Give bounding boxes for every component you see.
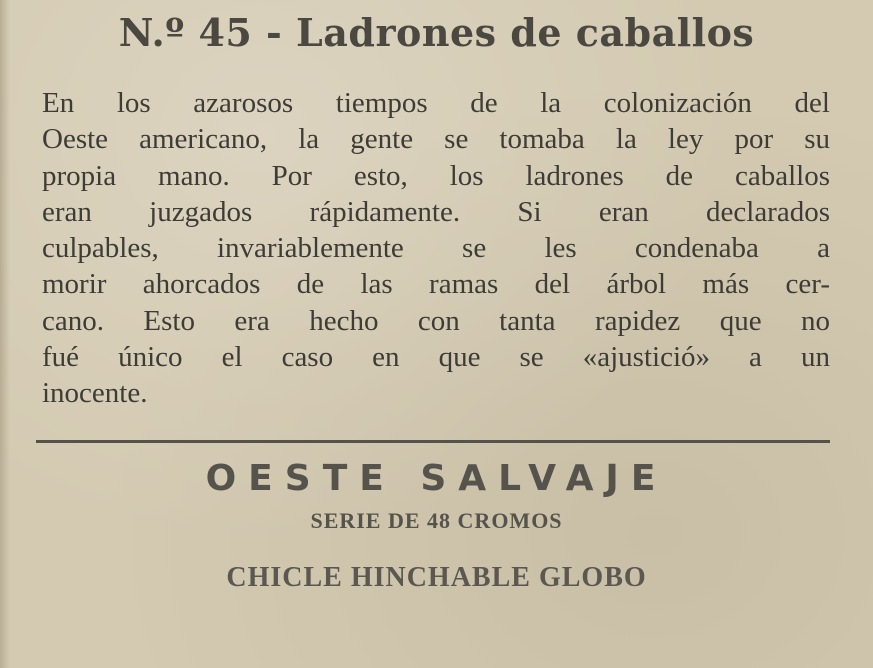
- description-line: propia mano. Por esto, los ladrones de caballos: [42, 159, 830, 192]
- card-title: N.º 45 - Ladrones de caballos: [118, 10, 755, 55]
- description-line: fué único el caso en que se «ajustició» a un: [42, 341, 830, 374]
- series-title: OESTE SALVAJE: [205, 458, 668, 499]
- series-subtitle: SERIE DE 48 CROMOS: [310, 508, 563, 533]
- description-line: eran juzgados rápidamente. Si eran declarados: [42, 195, 830, 228]
- description-line: culpables, invariablemente se les condenaba a: [42, 232, 830, 265]
- card-description: [42, 85, 830, 412]
- description-line: cano. Esto era hecho con tanta rapidez que no: [42, 304, 830, 337]
- description-line: En los azarosos tiempos de la colonización del: [42, 87, 830, 119]
- description-line: Oeste americano, la gente se tomaba la ley por su: [42, 123, 830, 156]
- divider-rule: [36, 440, 830, 443]
- description-line: morir ahorcados de las ramas del árbol más cer-: [42, 268, 830, 301]
- description-line: inocente.: [42, 377, 148, 410]
- brand-name: CHICLE HINCHABLE GLOBO: [226, 562, 647, 593]
